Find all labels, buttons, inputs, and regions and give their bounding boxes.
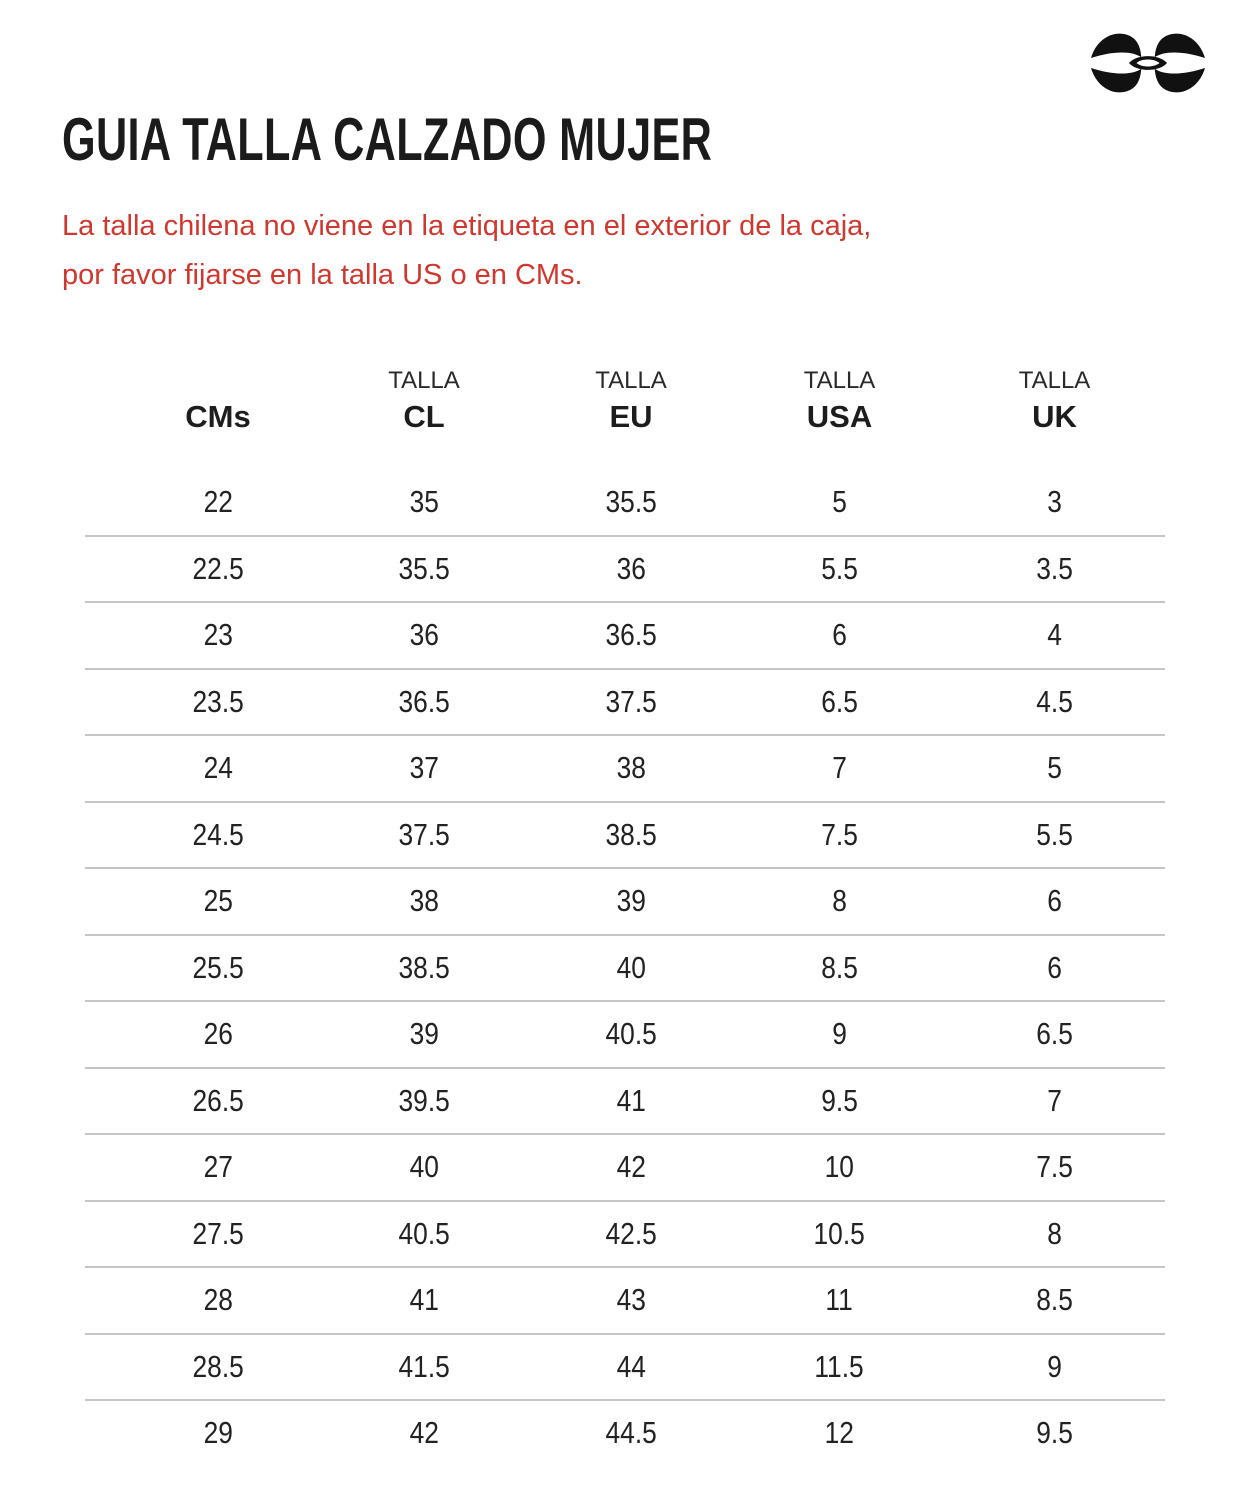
size-cell-uk: 4.5 <box>1036 683 1073 719</box>
size-cell-cl: 42 <box>409 1415 439 1451</box>
table-row <box>85 1400 1165 1466</box>
size-cell-cms: 27.5 <box>192 1215 244 1251</box>
size-cell-cl: 40.5 <box>398 1215 450 1251</box>
size-cell-cl: 39.5 <box>398 1082 450 1118</box>
column-header-label: EU <box>609 399 653 434</box>
table-row <box>85 602 1165 669</box>
size-cell-eu: 38.5 <box>605 816 657 852</box>
size-cell-uk: 5 <box>1047 750 1062 786</box>
size-cell-eu: 42 <box>616 1149 646 1185</box>
size-cell-cms: 24.5 <box>192 816 244 852</box>
size-cell-cl: 36.5 <box>398 683 450 719</box>
size-cell-usa: 7 <box>832 750 847 786</box>
size-cell-cms: 22.5 <box>192 550 244 586</box>
table-row <box>85 536 1165 603</box>
size-cell-uk: 6.5 <box>1036 1016 1073 1052</box>
size-cell-usa: 12 <box>824 1415 855 1451</box>
size-cell-cms: 29 <box>203 1415 233 1451</box>
table-row <box>85 1001 1165 1068</box>
size-cell-cms: 28.5 <box>192 1348 244 1384</box>
table-row <box>85 669 1165 736</box>
size-cell-usa: 6 <box>832 617 847 653</box>
column-header-eu <box>527 366 735 470</box>
size-cell-cl: 35.5 <box>398 550 450 586</box>
page-title: GUIA TALLA CALZADO MUJER <box>62 106 713 173</box>
column-header-top-label <box>115 366 321 396</box>
table-row <box>85 470 1165 536</box>
size-cell-uk: 6 <box>1047 949 1062 985</box>
size-cell-uk: 3.5 <box>1036 550 1073 586</box>
size-cell-uk: 8.5 <box>1036 1282 1073 1318</box>
size-cell-cms: 23 <box>203 617 233 653</box>
size-cell-uk: 7 <box>1047 1082 1062 1118</box>
table-header-row <box>85 366 1165 470</box>
under-armour-logo-icon <box>1087 28 1209 98</box>
size-cell-cl: 41.5 <box>398 1348 450 1384</box>
size-cell-eu: 42.5 <box>605 1215 657 1251</box>
size-cell-usa: 5.5 <box>821 550 858 586</box>
column-header-cms <box>85 366 321 470</box>
size-cell-usa: 9.5 <box>821 1082 858 1118</box>
size-cell-usa: 9 <box>832 1016 847 1052</box>
size-cell-cl: 37.5 <box>398 816 450 852</box>
size-cell-eu: 35.5 <box>605 484 657 520</box>
size-cell-eu: 40 <box>616 949 646 985</box>
size-cell-uk: 9 <box>1047 1348 1062 1384</box>
size-cell-cms: 25.5 <box>192 949 244 985</box>
size-cell-eu: 36.5 <box>605 617 657 653</box>
size-cell-usa: 8 <box>832 883 847 919</box>
column-header-label: USA <box>806 399 873 434</box>
size-cell-cms: 27 <box>203 1149 233 1185</box>
size-cell-usa: 11 <box>825 1282 854 1318</box>
column-header-usa <box>735 366 944 470</box>
column-header-uk <box>944 366 1165 470</box>
table-row <box>85 868 1165 935</box>
size-cell-eu: 43 <box>616 1282 646 1318</box>
table-row <box>85 935 1165 1002</box>
size-cell-cms: 24 <box>203 750 233 786</box>
size-cell-cl: 38.5 <box>398 949 450 985</box>
column-header-top-label: TALLA <box>595 367 667 394</box>
size-cell-cl: 36 <box>409 617 439 653</box>
table-row <box>85 802 1165 869</box>
size-conversion-table <box>85 366 1165 1466</box>
size-cell-uk: 3 <box>1047 484 1062 520</box>
size-cell-eu: 36 <box>616 550 646 586</box>
size-note-line-1: La talla chilena no viene en la etiqueta en el exterior de la caja, <box>62 210 872 242</box>
size-note-line-2: por favor fijarse en la talla US o en CMs. <box>62 259 583 291</box>
column-header-top-label: TALLA <box>803 367 876 394</box>
size-cell-eu: 39 <box>616 883 646 919</box>
table-row <box>85 1267 1165 1334</box>
size-cell-usa: 10 <box>824 1149 855 1185</box>
column-header-top-label: TALLA <box>388 367 460 394</box>
size-cell-eu: 44.5 <box>605 1415 657 1451</box>
size-cell-uk: 7.5 <box>1036 1149 1073 1185</box>
size-cell-usa: 10.5 <box>813 1215 866 1251</box>
size-cell-uk: 8 <box>1047 1215 1062 1251</box>
size-cell-eu: 41 <box>616 1082 646 1118</box>
column-header-cl <box>321 366 527 470</box>
size-cell-eu: 40.5 <box>605 1016 657 1052</box>
size-cell-cms: 23.5 <box>192 683 244 719</box>
table-row <box>85 735 1165 802</box>
size-cell-cl: 39 <box>409 1016 439 1052</box>
size-cell-cl: 38 <box>409 883 439 919</box>
size-cell-cms: 26.5 <box>192 1082 244 1118</box>
size-cell-uk: 5.5 <box>1036 816 1073 852</box>
size-cell-cms: 25 <box>203 883 233 919</box>
size-cell-eu: 38 <box>616 750 646 786</box>
size-cell-usa: 6.5 <box>821 683 858 719</box>
table-row <box>85 1334 1165 1401</box>
size-cell-uk: 4 <box>1047 617 1062 653</box>
size-cell-cl: 37 <box>409 750 439 786</box>
size-cell-usa: 5 <box>832 484 847 520</box>
size-cell-uk: 6 <box>1047 883 1062 919</box>
column-header-label: CL <box>403 399 445 434</box>
size-cell-uk: 9.5 <box>1036 1415 1073 1451</box>
size-cell-eu: 37.5 <box>605 683 657 719</box>
table-row <box>85 1068 1165 1135</box>
size-cell-usa: 11.5 <box>814 1348 865 1384</box>
size-cell-cl: 35 <box>409 484 439 520</box>
table-row <box>85 1201 1165 1268</box>
column-header-label: UK <box>1032 399 1077 434</box>
size-cell-cl: 41 <box>409 1282 439 1318</box>
size-cell-cms: 22 <box>203 484 233 520</box>
size-cell-eu: 44 <box>616 1348 646 1384</box>
table-row <box>85 1134 1165 1201</box>
size-cell-usa: 8.5 <box>821 949 858 985</box>
size-cell-usa: 7.5 <box>821 816 858 852</box>
size-cell-cms: 26 <box>203 1016 233 1052</box>
column-header-top-label: TALLA <box>1018 367 1091 394</box>
size-cell-cms: 28 <box>203 1282 233 1318</box>
column-header-label: CMs <box>185 399 251 434</box>
size-cell-cl: 40 <box>409 1149 439 1185</box>
